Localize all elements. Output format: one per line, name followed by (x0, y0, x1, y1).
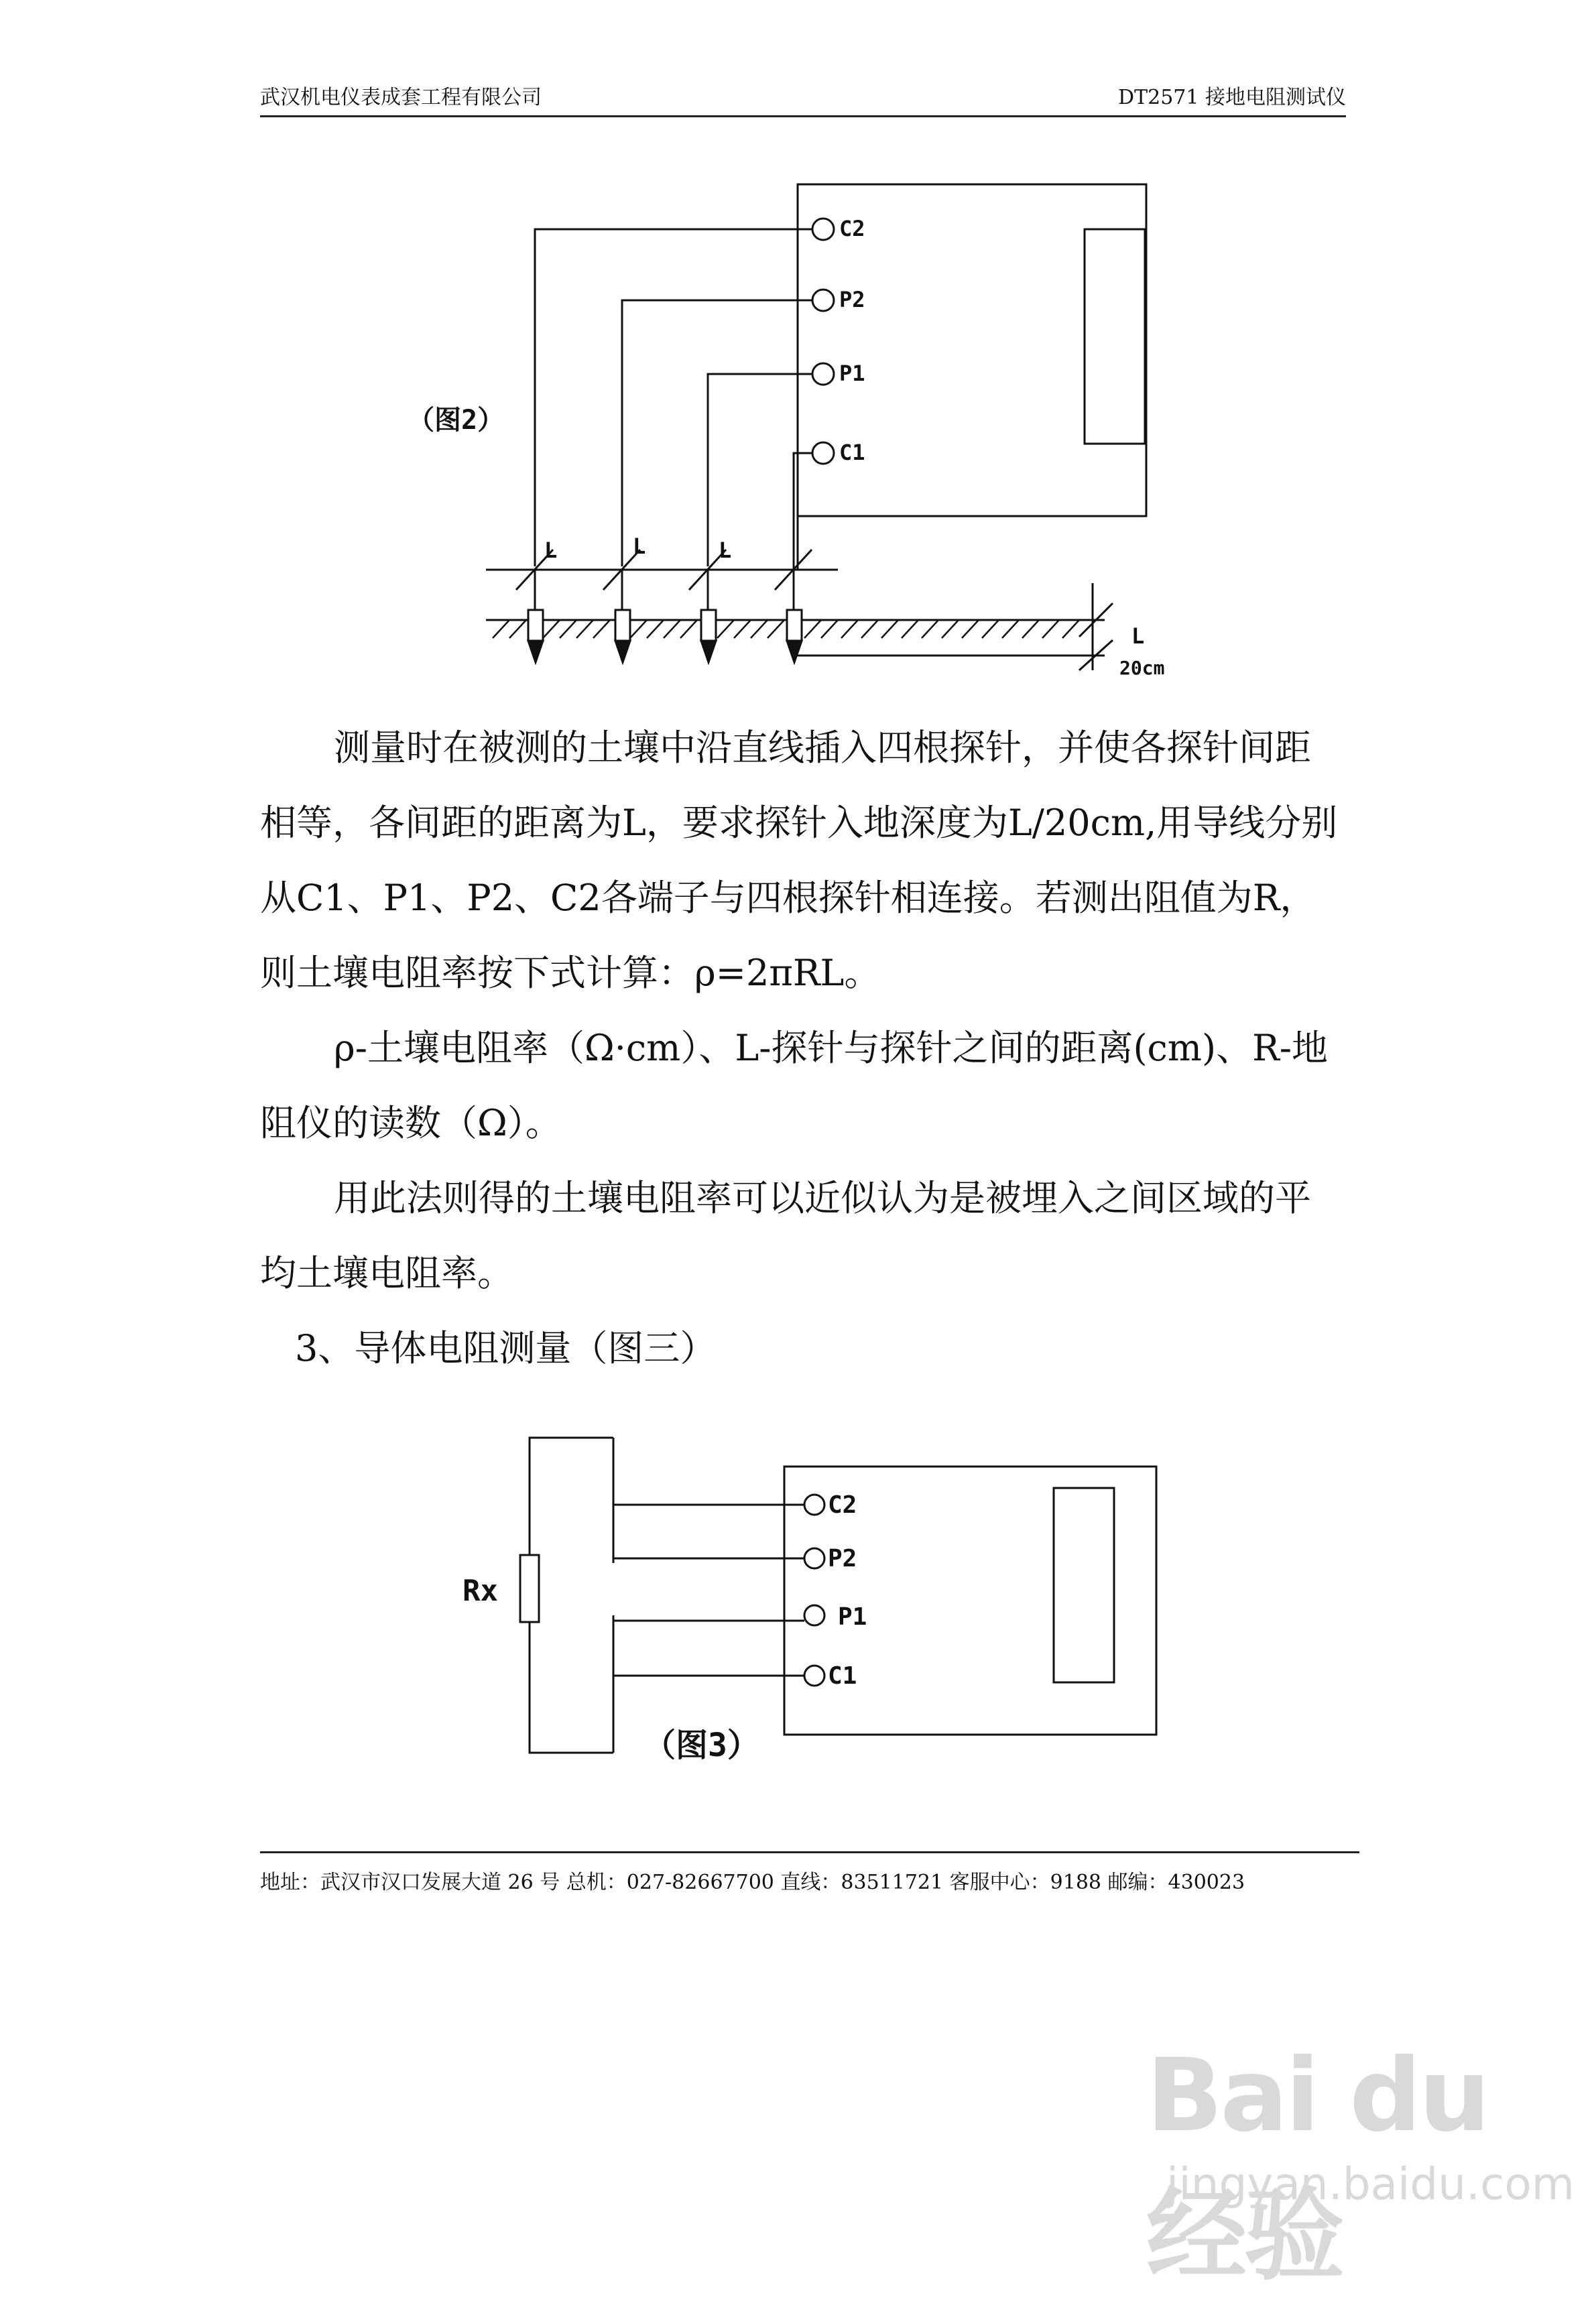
page-header (260, 75, 1346, 117)
terminal-label-p2: P2 (828, 1545, 857, 1572)
terminal-label-c2: C2 (839, 216, 865, 241)
probe-1 (528, 570, 543, 662)
terminal-c2-icon (804, 1495, 824, 1515)
terminal-label-p2: P2 (839, 287, 865, 312)
spacing-label-2: L (633, 534, 646, 559)
terminal-c2-icon (812, 219, 834, 240)
header-company: 武汉机电仪表成套工程有限公司 (260, 86, 542, 109)
terminal-label-p1: P1 (839, 361, 865, 386)
terminal-label-c2: C2 (828, 1491, 857, 1519)
figure-3-caption: （图3） (643, 1727, 759, 1764)
watermark (1140, 1997, 1575, 2294)
paragraph-symbol-definitions: ρ-土壤电阻率（Ω·cm）、L-探针与探针之间的距离(cm)、R-地阻仪的读数（Ω）。 (260, 1027, 1328, 1144)
terminal-p1-icon (804, 1605, 824, 1625)
terminal-label-c1: C1 (839, 440, 865, 465)
terminal-c1-icon (804, 1666, 824, 1686)
spacing-label-3: L (719, 538, 732, 563)
header-product: DT2571 接地电阻测试仪 (1118, 86, 1346, 109)
wire-c2 (535, 229, 812, 566)
watermark-url: jingyan.baidu.com (1166, 2158, 1575, 2210)
display-window (1054, 1488, 1114, 1682)
figure-2-caption: （图2） (408, 405, 505, 436)
paragraph-average-resistivity: 用此法则得的土壤电阻率可以近似认为是被埋入之间区域的平均土壤电阻率。 (260, 1177, 1311, 1294)
terminal-label-p1: P1 (838, 1603, 867, 1631)
conductor-loop (530, 1438, 613, 1753)
terminal-label-c1: C1 (828, 1662, 857, 1690)
figure-2-diagram (408, 174, 1274, 690)
depth-label-bottom: 20cm (1119, 657, 1165, 679)
terminal-p2-icon (804, 1548, 824, 1568)
figure-3-diagram (442, 1421, 1227, 1796)
probe-4 (787, 570, 802, 662)
paragraph-measurement-method: 测量时在被测的土壤中沿直线插入四根探针，并使各探针间距相等，各间距的距离为L，要求探针入地深度为L/20cm,用导线分别从C1、P1、P2、C2各端子与四根探针相连接。若测出阻值为R，则土壤电阻率按下式计算：ρ=2πRL。 (260, 727, 1338, 994)
terminal-p2-icon (812, 290, 834, 311)
spacing-label-1: L (544, 538, 558, 563)
page-footer: 地址：武汉市汉口发展大道 26 号 总机：027-82667700 直线：83511721 客服中心：9188 邮编：430023 (260, 1851, 1359, 1895)
section-heading-conductor-resistance: 3、导体电阻测量（图三） (295, 1327, 717, 1369)
terminal-c1-icon (812, 442, 834, 464)
wire-p2 (622, 300, 812, 566)
watermark-brand: Bai du 经验 (1146, 2038, 1488, 2294)
terminal-p1-icon (812, 363, 834, 385)
resistor-label: Rx (463, 1574, 498, 1608)
probe-3 (701, 570, 716, 662)
resistor-rx-icon (520, 1555, 539, 1622)
depth-label-top: L (1131, 623, 1145, 649)
probe-2 (615, 570, 630, 662)
display-window (1085, 229, 1145, 444)
